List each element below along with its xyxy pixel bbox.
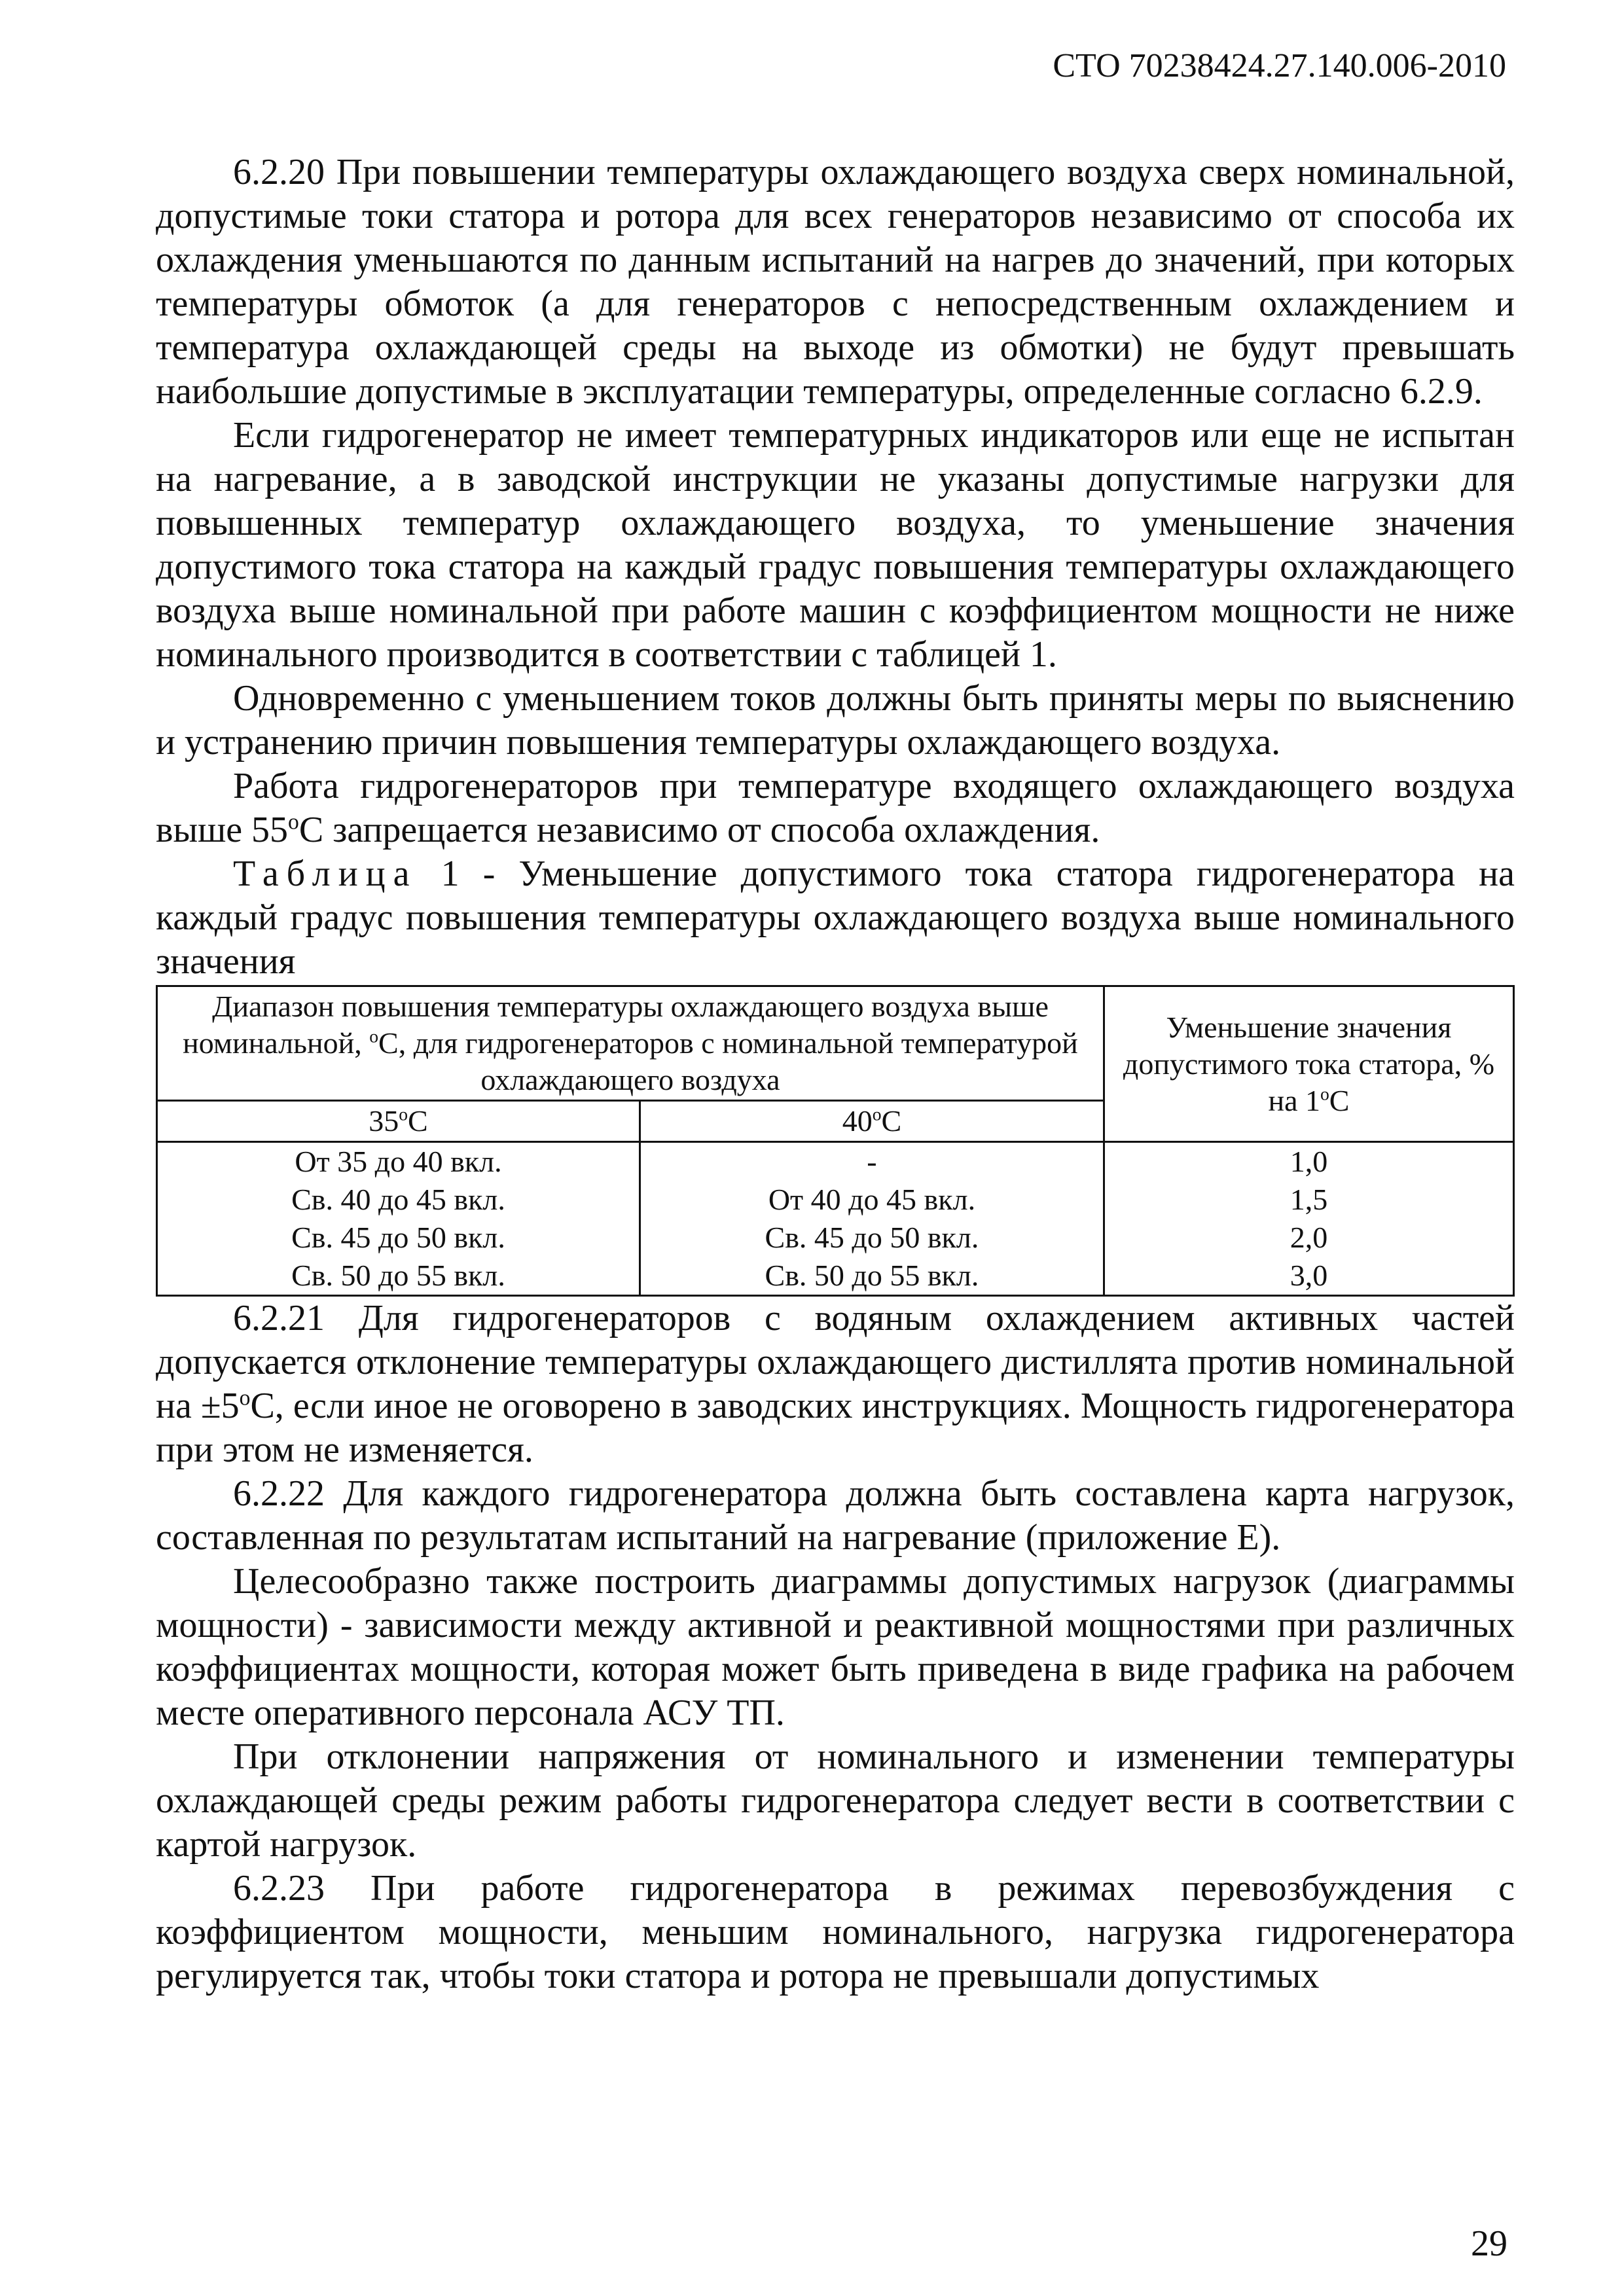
table-cell: 3,0 <box>1104 1257 1513 1296</box>
table-header-reduction: Уменьшение значения допустимого тока статора, % на $1^оС$ <box>1104 986 1513 1142</box>
paragraph-voltage-deviation: При отклонении напряжения от номинального и изменении температуры охлаждающей среды режим работы гидрогенератора следует вести в соответствии с картой нагрузок. <box>156 1736 1515 1865</box>
table-row <box>157 1181 1514 1219</box>
table-row <box>157 1142 1514 1181</box>
table-cell: От 35 до 40 вкл. <box>157 1142 640 1181</box>
paragraph-6-2-23: 6.2.23 При работе гидрогенератора в режимах перевозбуждения с коэффициентом мощности, меньшим номинального, нагрузка гидрогенератора регулируется так, чтобы токи статора и ротора не превышали допустимых <box>156 1868 1515 1996</box>
table-caption-label: Таблица <box>233 853 418 894</box>
table-cell: Св. 45 до 50 вкл. <box>157 1219 640 1257</box>
paragraph-diagrams: Целесообразно также построить диаграммы допустимых нагрузок (диаграммы мощности) - зависимости между активной и реактивной мощностями при различных коэффициентах мощности, которая может быть приведена в виде графика на рабочем месте оперативного персонала АСУ ТП. <box>156 1561 1515 1733</box>
stator-current-table <box>156 985 1515 1297</box>
table-row <box>157 1219 1514 1257</box>
table-subheader-35c: $35^оС$ <box>157 1101 640 1142</box>
table-header-range: Диапазон повышения температуры охлаждающего воздуха выше номинальной, $^о$С, для гидрогенераторов с номинальной температурой охлаждающего воздуха <box>157 986 1104 1101</box>
paragraph-6-2-21: 6.2.21 Для гидрогенераторов с водяным охлаждением активных частей допускается отклонение температуры охлаждающего дистиллята против номинальной на $\pm 5^оС$, если иное не оговорено в заводских инструкциях. Мощность гидрогенератора при этом не изменяется. <box>156 1298 1515 1470</box>
document-code: СТО 70238424.27.140.006-2010 <box>1053 47 1506 84</box>
table-cell: 1,5 <box>1104 1181 1513 1219</box>
table-subheader-40c: $40^оС$ <box>640 1101 1104 1142</box>
table-caption: Таблица 1 - Уменьшение допустимого тока статора гидрогенератора на каждый градус повышения температуры охлаждающего воздуха выше номинального значения <box>156 853 1515 982</box>
paragraph-measures: Одновременно с уменьшением токов должны быть приняты меры по выяснению и устранению причин повышения температуры охлаждающего воздуха. <box>156 678 1515 762</box>
table-cell: Св. 40 до 45 вкл. <box>157 1181 640 1219</box>
paragraph-6-2-20: 6.2.20 При повышении температуры охлаждающего воздуха сверх номинальной, допустимые токи статора и ротора для всех генераторов независимо от способа их охлаждения уменьшаются по данным испытаний на нагрев до значений, при которых температуры обмоток (а для генераторов с непосредственным охлаждением и температура охлаждающей среды на выходе из обмотки) не будут превышать наибольшие допустимые в эксплуатации температуры, определенные согласно 6.2.9. <box>156 152 1515 412</box>
paragraph-55c-limit: Работа гидрогенераторов при температуре входящего охлаждающего воздуха выше $55^оС$ запрещается независимо от способа охлаждения. <box>156 766 1515 850</box>
table-cell: 1,0 <box>1104 1142 1513 1181</box>
table-cell: Св. 50 до 55 вкл. <box>157 1257 640 1296</box>
document-body <box>156 151 1515 1998</box>
table-cell: Св. 45 до 50 вкл. <box>640 1219 1104 1257</box>
paragraph-6-2-22: 6.2.22 Для каждого гидрогенератора должна быть составлена карта нагрузок, составленная по результатам испытаний на нагревание (приложение Е). <box>156 1473 1515 1558</box>
table-cell: От 40 до 45 вкл. <box>640 1181 1104 1219</box>
paragraph-no-indicators: Если гидрогенератор не имеет температурных индикаторов или еще не испытан на нагревание, а в заводской инструкции не указаны допустимые нагрузки для повышенных температур охлаждающего воздуха, то уменьшение значения допустимого тока статора на каждый градус повышения температуры охлаждающего воздуха выше номинальной при работе машин с коэффициентом мощности не ниже номинального производится в соответствии с таблицей 1. <box>156 415 1515 675</box>
table-cell: - <box>640 1142 1104 1181</box>
table-cell: Св. 50 до 55 вкл. <box>640 1257 1104 1296</box>
page-number: 29 <box>1471 2223 1507 2264</box>
table-row <box>157 1257 1514 1296</box>
table-cell: 2,0 <box>1104 1219 1513 1257</box>
